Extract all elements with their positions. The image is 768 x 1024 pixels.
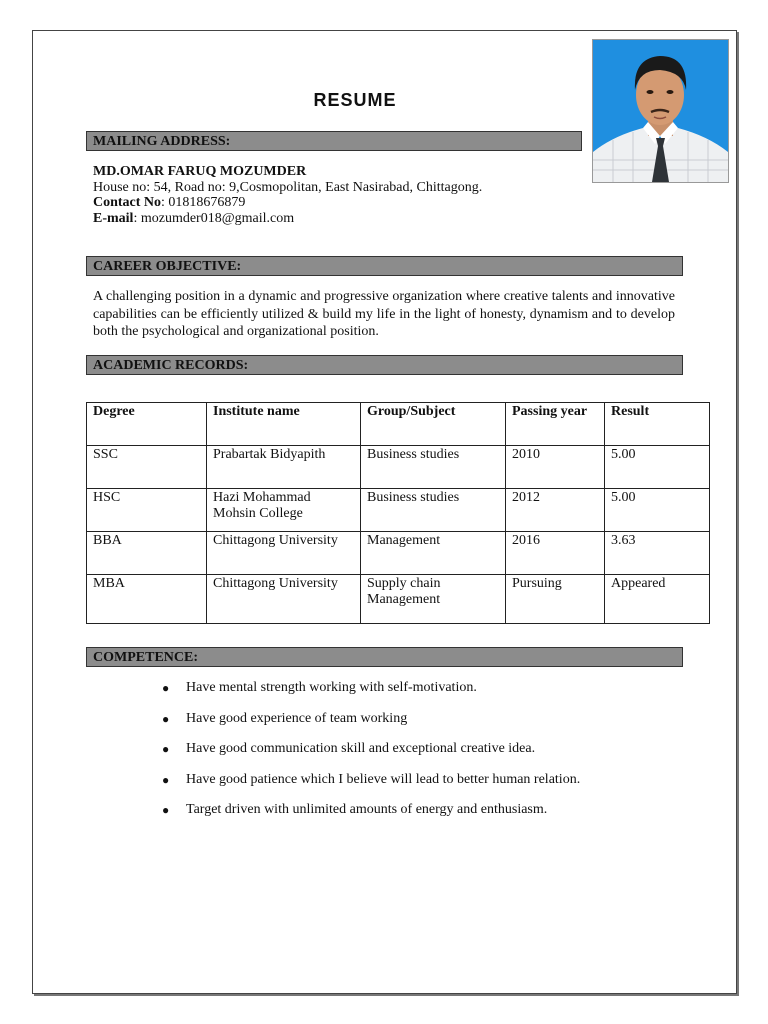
table-row [87,446,710,489]
bullet-icon: ● [162,681,170,695]
cell-passing-year: 2010 [506,446,605,489]
bullet-icon: ● [162,711,170,726]
cell-group: Management [361,532,506,575]
bullet-icon: ● [162,803,170,817]
applicant-name: MD.OMAR FARUQ MOZUMDER [93,164,307,179]
bullet-icon: ● [162,772,170,787]
cell-group: Supply chain Management [361,575,506,624]
cell-result: 5.00 [605,489,710,532]
bullet-icon: ● [162,742,170,756]
career-objective-text: A challenging position in a dynamic and progressive organization where creative talents and innovative capabilities can be efficiently utilized & build my life in the light of honesty, dynamism and to develop both the psychological and organizational position. [93,289,675,339]
email-value: : mozumder018@gmail.com [133,210,295,226]
contact-label: Contact No [93,195,162,210]
career-objective-header: CAREER OBJECTIVE: [86,256,683,276]
contact-value: : 01818676879 [161,195,246,210]
profile-photo [592,39,729,183]
competence-list [162,678,580,831]
page-title: RESUME [313,90,397,110]
cell-institute: Prabartak Bidyapith [207,446,361,489]
column-header-group: Group/Subject [361,403,506,446]
cell-result: Appeared [605,575,710,624]
competence-text: Have good patience which I believe will lead to better human relation. [186,771,581,787]
academic-records-table [86,402,710,624]
cell-passing-year: Pursuing [506,575,605,624]
cell-degree: SSC [87,446,207,489]
column-header-result: Result [605,403,710,446]
cell-degree: MBA [87,575,207,624]
cell-group: Business studies [361,489,506,532]
competence-text: Have good communication skill and exceptional creative idea. [186,741,536,756]
table-row [87,575,710,624]
competence-header: COMPETENCE: [86,647,683,667]
column-header-institute: Institute name [207,403,361,446]
list-item [162,800,580,831]
email-label: E-mail [93,210,134,226]
competence-text: Have good experience of team working [186,710,408,726]
cell-institute: Chittagong University [207,575,361,624]
mailing-address-block [93,164,482,226]
address-line: House no: 54, Road no: 9,Cosmopolitan, East Nasirabad, Chittagong. [93,179,483,195]
list-item [162,678,580,709]
cell-institute: Chittagong University [207,532,361,575]
list-item [162,739,580,770]
cell-passing-year: 2012 [506,489,605,532]
column-header-passing-year: Passing year [506,403,605,446]
competence-text: Target driven with unlimited amounts of energy and enthusiasm. [186,802,548,817]
cell-degree: HSC [87,489,207,532]
table-row [87,532,710,575]
cell-result: 5.00 [605,446,710,489]
list-item [162,770,580,801]
cell-group: Business studies [361,446,506,489]
cell-result: 3.63 [605,532,710,575]
mailing-address-header: MAILING ADDRESS: [86,131,582,151]
cell-passing-year: 2016 [506,532,605,575]
cell-institute: Hazi Mohammad Mohsin College [207,489,361,532]
list-item [162,709,580,740]
table-row [87,489,710,532]
competence-text: Have mental strength working with self-motivation. [186,680,477,695]
column-header-degree: Degree [87,403,207,446]
table-header-row [87,403,710,446]
academic-records-header: ACADEMIC RECORDS: [86,355,683,375]
cell-degree: BBA [87,532,207,575]
